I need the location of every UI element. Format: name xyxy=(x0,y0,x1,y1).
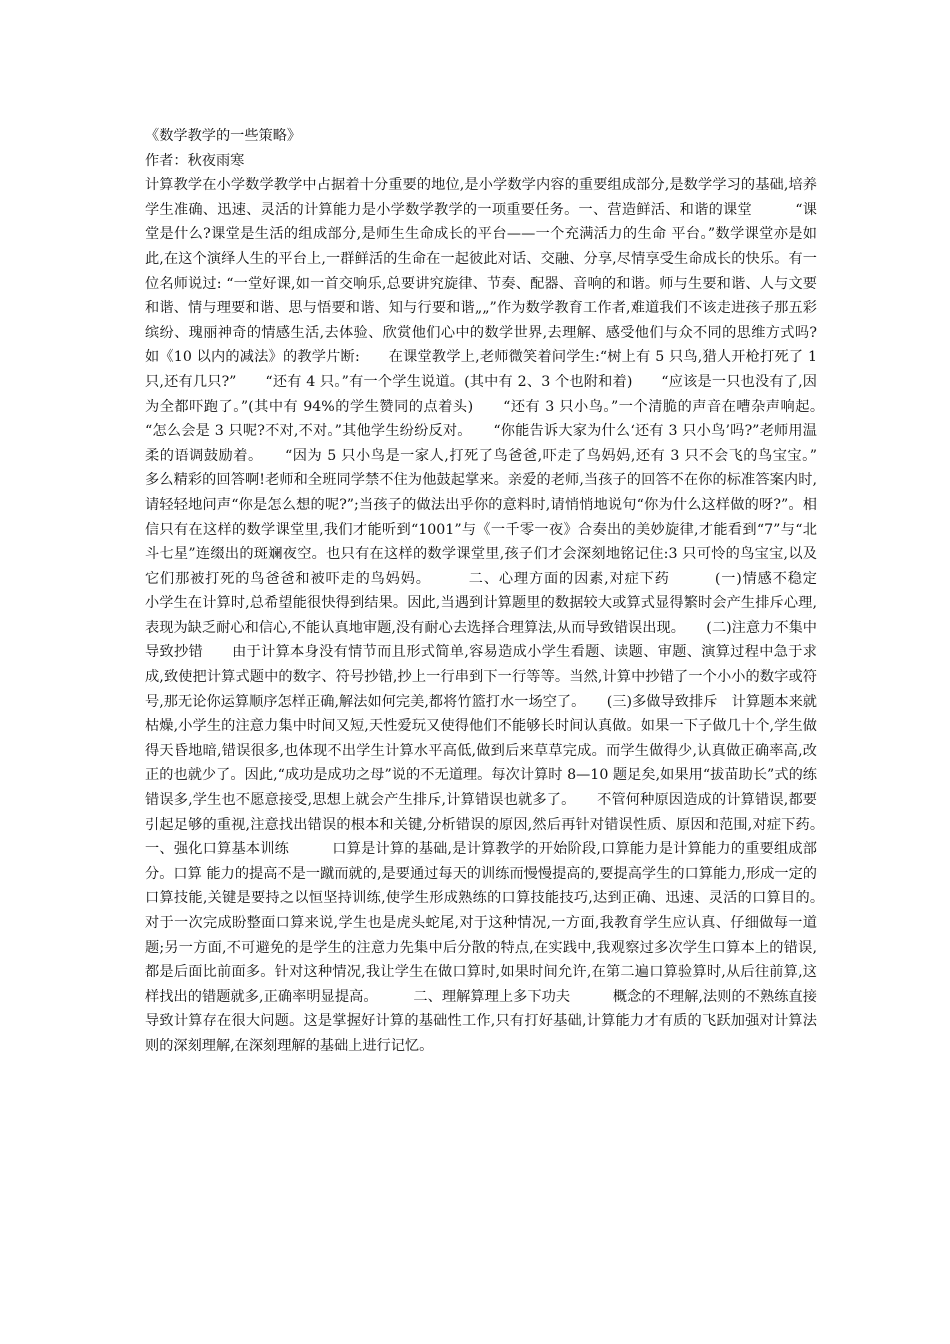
body-paragraph: 计算教学在小学数学教学中占据着十分重要的地位,是小学数学内容的重要组成部分,是数学学习的基础,培养学生准确、迅速、灵活的计算能力是小学数学教学的一项重要任务。一、营造鲜活、和谐的课堂 “课堂是什么?课堂是生活的组成部分,是师生生命成长的平台——一个充满活力的生命 平台。”数学课堂亦是如此,在这个演绎人生的平台上,一群鲜活的生命在一起彼此对话、交融、分享,尽情享受生命成长的快乐。有一位名师说过: “一堂好课,如一首交响乐,总要讲究旋律、节奏、配器、音响的和谐。师与生要和谐、人与文要和谐、情与理要和谐、思与悟要和谐、知与行要和谐„„”作为数学教育工作者,难道我们不该走进孩子那五彩缤纷、瑰丽神奇的情感生活,去体验、欣赏他们心中的数学世界,去理解、感受他们与众不同的思维方式吗? 如《10 以内的减法》的教学片断: 在课堂教学上,老师微笑着问学生:“树上有 5 只鸟,猎人开枪打死了 1 只,还有几只?” “还有 4 只。”有一个学生说道。(其中有 2、3 个也附和着) “应该是一只也没有了,因为全都吓跑了。”(其中有 94%的学生赞同的点着头) “还有 3 只小鸟。”一个清脆的声音在嘈杂声响起。 “怎么会是 3 只呢?不对,不对。”其他学生纷纷反对。 “你能告诉大家为什么‘还有 3 只小鸟’吗?”老师用温柔的语调鼓励着。 “因为 5 只小鸟是一家人,打死了鸟爸爸,吓走了鸟妈妈,还有 3 只不会飞的鸟宝宝。” 多么精彩的回答啊!老师和全班同学禁不住为他鼓起掌来。亲爱的老师,当孩子的回答不在你的标准答案内时,请轻轻地问声“你是怎么想的呢?”;当孩子的做法出乎你的意料时,请悄悄地说句“你为什么这样做的呀?”。相信只有在这样的数学课堂里,我们才能听到“1001”与《一千零一夜》合奏出的美妙旋律,才能看到“7”与“北斗七星”连缀出的斑斓夜空。也只有在这样的数学课堂里,孩子们才会深刻地铭记住:3 只可怜的鸟宝宝,以及它们那被打死的鸟爸爸和被吓走的鸟妈妈。 二、心理方面的因素,对症下药 (一)情感不稳定 小学生在计算时,总希望能很快得到结果。因此,当遇到计算题里的数据较大或算式显得繁时会产生排斥心理,表现为缺乏耐心和信心,不能认真地审题,没有耐心去选择合理算法,从而导致错误出现。 (二)注意力不集中导致抄错 由于计算本身没有情节而且形式简单,容易造成小学生看题、读题、审题、演算过程中急于求成,致使把计算式题中的数字、符号抄错,抄上一行串到下一行等等。当然,计算中抄错了一个小小的数字或符号,那无论你运算顺序怎样正确,解法如何完美,都将竹篮打水一场空了。 (三)多做导致排斥 计算题本来就枯燥,小学生的注意力集中时间又短,天性爱玩又使得他们不能够长时间认真做。如果一下子做几十个,学生做得天昏地暗,错误很多,也体现不出学生计算水平高低,做到后来草草完成。而学生做得少,认真做正确率高,改正的也就少了。因此,“成功是成功之母”说的不无道理。每次计算时 8—10 题足矣,如果用“拔苗助长”式的练错误多,学生也不愿意接受,思想上就会产生排斥,计算错误也就多了。 不管何种原因造成的计算错误,都要引起足够的重视,注意找出错误的根本和关键,分析错误的原因,然后再针对错误性质、原因和范围,对症下药。 一、强化口算基本训练 口算是计算的基础,是计算教学的开始阶段,口算能力是计算能力的重要组成部分。口算 能力的提高不是一蹴而就的,是要通过每天的训练而慢慢提高的,要提高学生的口算能力,形成一定的口算技能,关键是要持之以恒坚持训练,使学生形成熟练的口算技能技巧,达到正确、迅速、灵活的口算目的。 对于一次完成盼整面口算来说,学生也是虎头蛇尾,对于这种情况,一方面,我教育学生应认真、仔细做每一道题;另一方面,不可避免的是学生的注意力先集中后分散的特点,在实践中,我观察过多次学生口算本上的错误,都是后面比前面多。针对这种情况,我让学生在做口算时,如果时间允许,在第二遍口算验算时,从后往前算,这样找出的错题就多,正确率明显提高。 二、理解算理上多下功夫 概念的不理解,法则的不熟练直接导致计算存在很大问题。这是掌握好计算的基础性工作,只有打好基础,计算能力才有质的飞跃加强对计算法则的深刻理解,在深刻理解的基础上进行记忆。 xyxy=(145,177,846,1054)
document-page xyxy=(145,124,846,1059)
document-title: 《数学教学的一些策略》 xyxy=(145,128,302,144)
author-line: 作者：秋夜雨寒 xyxy=(145,152,245,169)
